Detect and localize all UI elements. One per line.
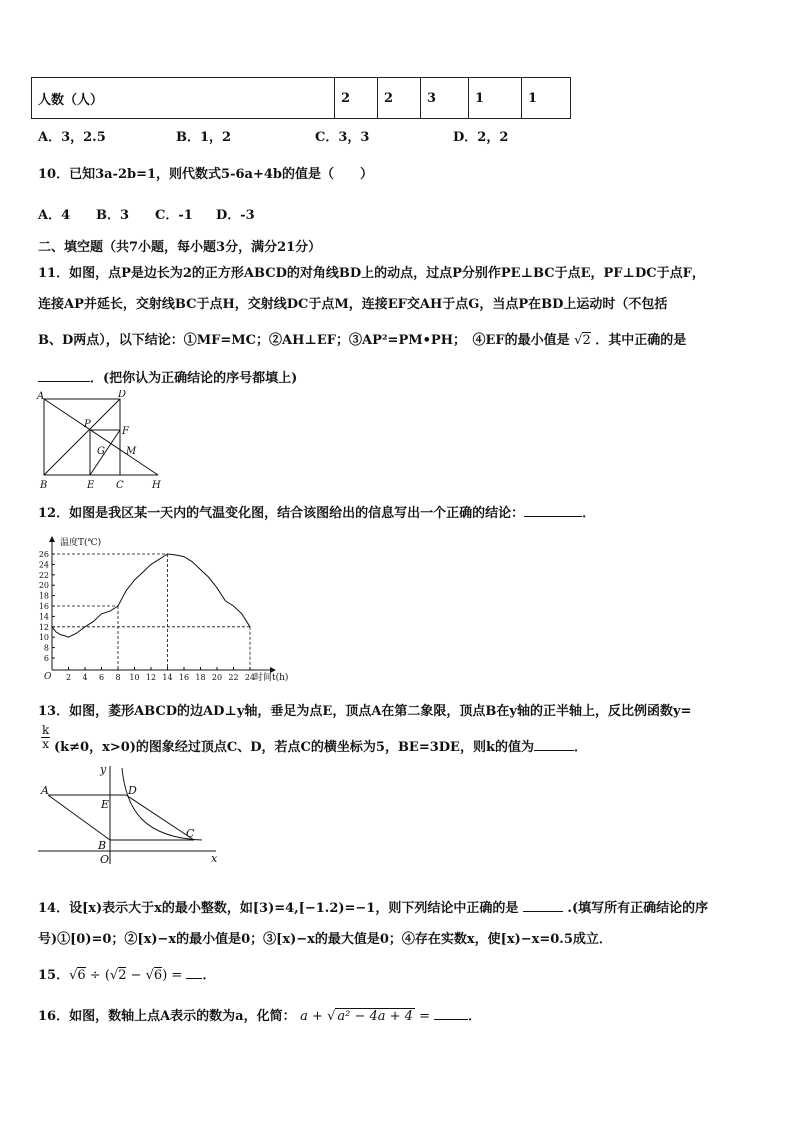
- segment-ef: [90, 430, 120, 475]
- q12-stem: [38, 502, 595, 521]
- q9-option-b: B．1，2: [176, 130, 232, 145]
- x-axis-label: x: [211, 852, 218, 865]
- chart-x-axis-label: 时间t(h): [254, 673, 289, 682]
- chart-x-tick-label: 14: [162, 673, 173, 682]
- q16-end: ．: [468, 1009, 482, 1024]
- q16-expression: a + √ a² − 4a + 4 =: [300, 1009, 435, 1024]
- q14-line1: [38, 897, 708, 916]
- table-row-label: 人数（人）: [32, 78, 335, 119]
- q13-line2-text: (k≠0，x>0)的图象经过顶点C、D，若点C的横坐标为5，BE=3DE，则k的值为: [54, 740, 534, 755]
- chart-y-tick-label: 18: [38, 591, 49, 601]
- side-dc: [126, 795, 194, 840]
- chart-y-tick-label: 10: [38, 633, 49, 643]
- chart-x-tick-label: 18: [195, 673, 206, 682]
- point-a-label: A: [41, 784, 49, 797]
- answer-blank: [534, 739, 574, 751]
- q11-line3-text: B、D两点），以下结论：①MF=MC；②AH⊥EF；③AP²=PM•PH； ④EF的最小值是: [38, 333, 570, 348]
- q15-expression: √6 ÷ (√2 − √6) =: [69, 968, 187, 983]
- q15-line: [38, 964, 215, 983]
- sqrt-expression: √2: [574, 333, 591, 348]
- q15-end: ．: [202, 968, 216, 983]
- point-d-label: D: [128, 784, 137, 797]
- q13-line2-end: ．: [573, 740, 587, 755]
- line-ah: [44, 399, 158, 475]
- chart-x-tick-label: 16: [178, 673, 190, 682]
- q9-option-d: D．2，2: [453, 130, 509, 145]
- chart-x-tick-label: 8: [115, 673, 121, 682]
- q11-square-figure: [36, 390, 166, 490]
- point-p-label: P: [84, 419, 91, 430]
- q9-option-c: C．3，3: [315, 130, 370, 145]
- chart-temperature-line: [52, 554, 250, 637]
- chart-x-tick-label: 22: [228, 673, 239, 682]
- table-cell: 3: [421, 78, 469, 119]
- q11-line1: 11．如图，点P是边长为2的正方形ABCD的对角线BD上的动点，过点P分别作PE⊥BC于点E，PF⊥DC于点F，: [38, 266, 705, 281]
- point-h-label: H: [152, 480, 161, 490]
- q11-line4: [38, 367, 297, 386]
- chart-y-tick-label: 12: [38, 622, 49, 632]
- q14-line1-text: 14．设[x)表示大于x的最小整数，如[3)=4,[−1.2)=−1，则下列结论中正确的是: [38, 901, 519, 916]
- table-cell: 1: [469, 78, 522, 119]
- chart-x-tick-label: 24: [244, 673, 256, 682]
- answer-blank: [523, 900, 563, 912]
- q10-option-a: A．4: [38, 208, 71, 223]
- answer-blank: [186, 967, 202, 979]
- q14-line1-end: .(填写所有正确结论的序: [567, 901, 709, 916]
- point-f-label: F: [122, 426, 129, 437]
- sqrt-radicand: 2: [582, 333, 591, 348]
- table-cell: 2: [335, 78, 378, 119]
- sqrt-radicand: a² − 4a + 4: [337, 1009, 413, 1024]
- point-e-label: E: [87, 480, 95, 490]
- q10-option-c: C．-1: [155, 208, 193, 223]
- table-cell: 2: [378, 78, 421, 119]
- q16-line: [38, 1005, 481, 1024]
- point-d-label: D: [118, 390, 127, 400]
- q11-line2: 连接AP并延长，交射线BC于点H，交射线DC于点M，连接EF交AH于点G，当点P在BD上运动时（不包括: [38, 297, 668, 312]
- chart-y-tick-label: 8: [43, 643, 49, 653]
- data-table: [31, 77, 571, 119]
- q13-rhombus-figure: [34, 760, 224, 868]
- sqrt-radicand: 6: [153, 968, 163, 983]
- fraction-k-over-x: [41, 724, 50, 751]
- q10-stem: 10．已知3a-2b=1，则代数式5-6a+4b的值是（ ）: [38, 167, 373, 182]
- q14-line2: 号)①[0)=0；②[x)−x的最小值是0；③[x)−x的最大值是0；④存在实数x，使[x)−x=0.5成立．: [38, 932, 612, 947]
- diagonal-bd: [44, 399, 120, 475]
- q10-option-d: D．-3: [216, 208, 255, 223]
- q11-line4-text: ．(把你认为正确结论的序号都填上): [90, 371, 298, 386]
- sqrt-radicand: 6: [77, 968, 86, 983]
- table-row: [32, 78, 571, 119]
- chart-x-tick-label: 4: [82, 673, 88, 682]
- point-c-label: C: [186, 827, 195, 840]
- q13-line1: 13．如图，菱形ABCD的边AD⊥y轴，垂足为点E，顶点A在第二象限，顶点B在y轴的正半轴上，反比例函数y=: [38, 704, 692, 719]
- chart-y-axis-label: 温度T(℃): [60, 538, 102, 548]
- point-m-label: M: [126, 446, 137, 457]
- q12-stem-text: 12．如图是我区某一天内的气温变化图，结合该图给出的信息写出一个正确的结论：: [38, 506, 525, 521]
- section-heading: 二、填空题（共7小题，每小题3分，满分21分）: [38, 240, 322, 255]
- q16-stem: 16．如图，数轴上点A表示的数为a，化简：: [38, 1009, 296, 1024]
- fraction-denominator: x: [42, 737, 50, 751]
- chart-x-tick-label: 12: [145, 673, 157, 682]
- point-a-label: A: [37, 391, 45, 402]
- chart-y-tick-label: 14: [38, 612, 49, 622]
- answer-blank: [434, 1008, 468, 1020]
- origin-label: O: [100, 853, 110, 866]
- point-c-label: C: [116, 480, 124, 490]
- y-axis-label: y: [100, 763, 107, 776]
- q13-line2: [54, 736, 587, 755]
- chart-x-tick-label: 10: [129, 673, 140, 682]
- sqrt-radicand: 2: [118, 968, 127, 983]
- temperature-chart: [30, 532, 290, 682]
- q15-prefix: 15．: [38, 968, 70, 983]
- chart-x-tick-label: 20: [211, 673, 223, 682]
- table-cell: 1: [522, 78, 571, 119]
- fraction-numerator: k: [42, 723, 50, 737]
- point-b-label: B: [98, 839, 107, 852]
- chart-origin-label: O: [44, 672, 52, 682]
- chart-y-tick-label: 26: [38, 550, 49, 559]
- q16-variable-a: a: [300, 1009, 308, 1024]
- q11-line3-end: ．其中正确的是: [595, 333, 687, 348]
- chart-y-tick-label: 20: [38, 581, 49, 591]
- chart-y-arrow: [49, 536, 55, 542]
- chart-x-tick-label: 2: [65, 673, 72, 682]
- answer-blank: [524, 505, 582, 517]
- q11-line3: [38, 329, 686, 348]
- point-b-label: B: [40, 480, 48, 490]
- chart-x-tick-label: 6: [98, 673, 105, 682]
- point-e-label: E: [101, 798, 110, 811]
- q9-option-a: A．3，2.5: [38, 130, 106, 145]
- chart-y-tick-label: 6: [43, 654, 49, 663]
- q12-stem-end: ．: [582, 506, 596, 521]
- point-g-label: G: [97, 446, 105, 457]
- q10-option-b: B．3: [96, 208, 130, 223]
- chart-y-tick-label: 16: [38, 602, 49, 611]
- answer-blank: [38, 370, 90, 382]
- chart-y-tick-label: 24: [38, 560, 49, 570]
- chart-y-tick-label: 22: [38, 570, 49, 580]
